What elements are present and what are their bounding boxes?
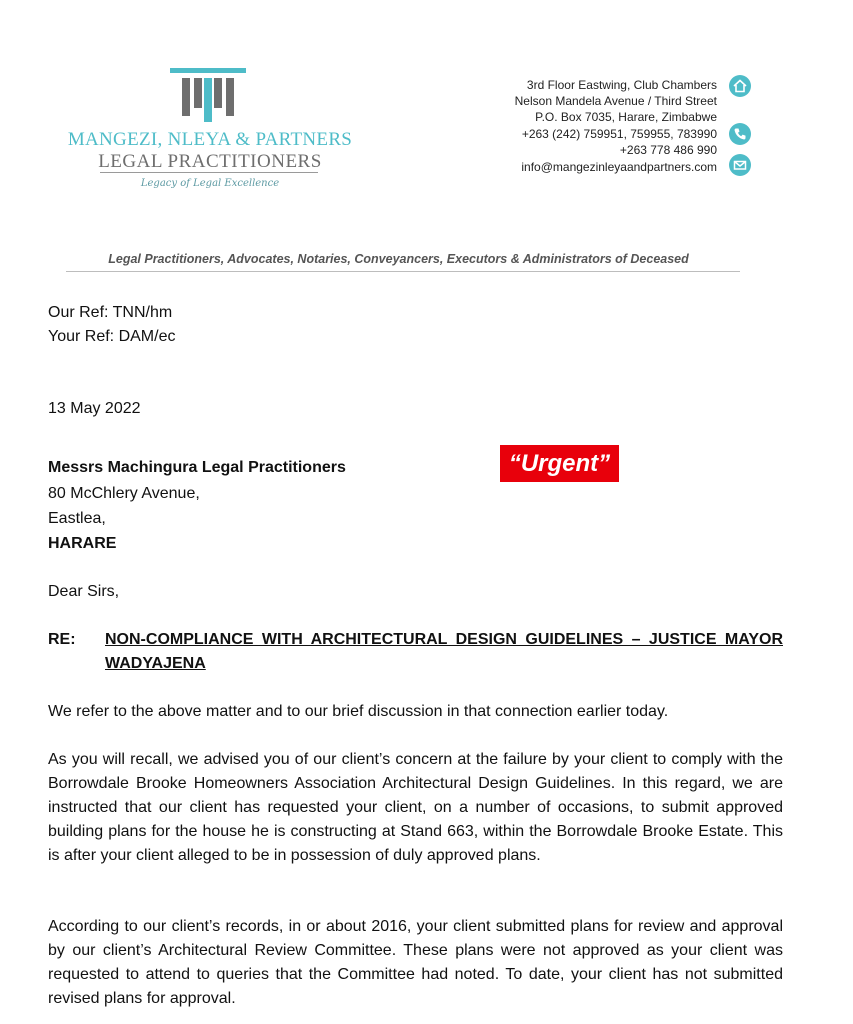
firm-motto: Legacy of Legal Excellence bbox=[140, 178, 280, 189]
phone-icon bbox=[729, 123, 751, 145]
addressee-line-1: 80 McChlery Avenue, bbox=[48, 485, 200, 502]
firm-subtitle-underline bbox=[100, 172, 318, 173]
firm-name: MANGEZI, NLEYA & PARTNERS bbox=[67, 129, 353, 150]
firm-logo-icon bbox=[168, 68, 248, 124]
firm-subtitle: LEGAL PRACTITIONERS bbox=[98, 151, 322, 172]
phone-line-1: +263 (242) 759951, 759955, 783990 bbox=[521, 127, 717, 141]
subject-label: RE: bbox=[48, 631, 76, 648]
salutation: Dear Sirs, bbox=[48, 583, 120, 600]
email-address: info@mangezinleyaandpartners.com bbox=[521, 160, 717, 174]
addressee-name: Messrs Machingura Legal Practitioners bbox=[48, 459, 346, 476]
phone-line-2: +263 778 486 990 bbox=[619, 143, 717, 157]
services-tagline: Legal Practitioners, Advocates, Notaries, Conveyancers, Executors & Administrators of Deceased bbox=[108, 252, 689, 266]
addressee-line-2: Eastlea, bbox=[48, 510, 106, 527]
home-icon bbox=[729, 75, 751, 97]
body-paragraph-1: We refer to the above matter and to our brief discussion in that connection earlier today. bbox=[48, 703, 669, 720]
body-paragraph-2: As you will recall, we advised you of our client’s concern at the failure by your client to comply with the Borrowdale Brooke Homeowners Association Architectural Design Guidelines. In this regard, we are instructed that our client has requested your client, on a number of occasions, to submit approved building plans for the house he is constructing at Stand 663, within the Borrowdale Brooke Estate. This is after your client alleged to be in possession of duly approved plans. bbox=[48, 751, 783, 864]
address-line-1: 3rd Floor Eastwing, Club Chambers bbox=[526, 78, 717, 92]
your-reference: Your Ref: DAM/ec bbox=[48, 328, 176, 345]
address-line-2: Nelson Mandela Avenue / Third Street bbox=[514, 94, 717, 108]
header-divider bbox=[66, 271, 740, 272]
addressee-city: HARARE bbox=[48, 535, 117, 552]
mail-icon bbox=[729, 154, 751, 176]
our-reference: Our Ref: TNN/hm bbox=[48, 304, 173, 321]
address-line-3: P.O. Box 7035, Harare, Zimbabwe bbox=[535, 110, 717, 124]
letter-date: 13 May 2022 bbox=[48, 400, 141, 417]
subject-heading: NON-COMPLIANCE WITH ARCHITECTURAL DESIGN GUIDELINES – JUSTICE MAYOR WADYAJENA bbox=[105, 631, 783, 672]
urgent-stamp: “Urgent” bbox=[500, 445, 619, 482]
body-paragraph-3: According to our client’s records, in or about 2016, your client submitted plans for review and approval by our client’s Architectural Review Committee. These plans were not approved as your client was requested to attend to queries that the Committee had noted. To date, your client has not submitted revised plans for approval. bbox=[48, 918, 783, 1007]
